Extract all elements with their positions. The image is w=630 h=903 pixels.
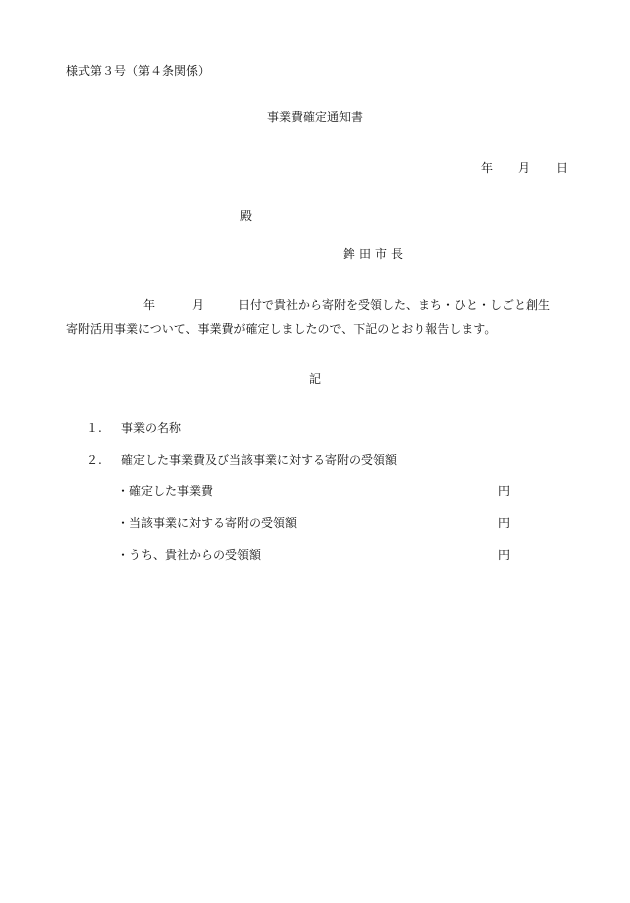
- item-label-confirmed-cost: 確定した事業費及び当該事業に対する寄附の受領額: [121, 453, 398, 467]
- document-title: 事業費確定通知書: [266, 110, 363, 124]
- sender-name: 鉾田市長: [343, 247, 408, 261]
- body-text-line2: 寄附活用事業について、事業費が確定しましたので、下記のとおり報告します。: [66, 322, 497, 336]
- subitem-label-from-company: ・うち、貴社からの受領額: [117, 548, 262, 562]
- subitem-unit-yen: 円: [498, 484, 511, 498]
- body-text-line1: 日付で貴社から寄附を受領した、まち・ひと・しごと創生: [238, 298, 551, 312]
- body-month-label: 月: [192, 298, 205, 312]
- date-month-label: 月: [518, 161, 531, 175]
- ki-heading: 記: [308, 372, 321, 386]
- body-year-label: 年: [143, 298, 156, 312]
- subitem-label-donation-received: ・当該事業に対する寄附の受領額: [117, 516, 298, 530]
- subitem-label-confirmed-cost: ・確定した事業費: [117, 484, 214, 498]
- item-number: ２.: [86, 453, 102, 467]
- item-number: １.: [86, 421, 102, 435]
- date-day-label: 日: [556, 161, 569, 175]
- item-label-project-name: 事業の名称: [121, 421, 182, 435]
- form-number: 様式第３号（第４条関係）: [66, 64, 211, 78]
- date-year-label: 年: [481, 161, 494, 175]
- subitem-unit-yen: 円: [498, 516, 511, 530]
- addressee-honorific: 殿: [240, 209, 253, 223]
- subitem-unit-yen: 円: [498, 548, 511, 562]
